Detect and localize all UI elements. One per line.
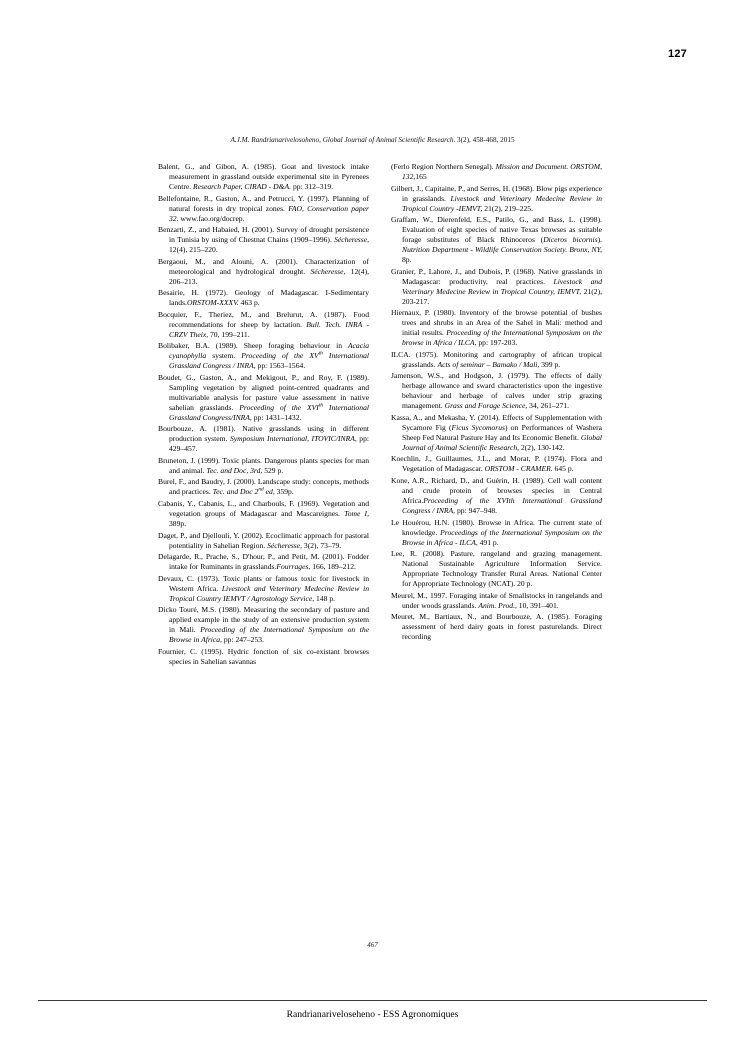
reference-columns xyxy=(158,162,602,668)
reference-entry: Meurel, M., 1997. Foraging intake of Smallstocks in rangelands and under woods grasslands. Anim. Prod., 10, 391–401. xyxy=(391,590,602,610)
reference-entry: Jamenson, W.S., and Hodgson, J. (1979). The effects of daily herbage allowance and sward characteristics upon the ingestive behaviour and herbage of calves under strip grazing management. Grass and Forage Science, 34, 261–271. xyxy=(391,371,602,411)
reference-entry: (Ferlo Region Northern Senegal). Mission and Document. ORSTOM, 132,165 xyxy=(391,162,602,182)
page-number: 127 xyxy=(668,48,687,60)
reference-column-right xyxy=(391,162,602,668)
reference-entry: Benzarti, Z., and Habaied, H. (2001). Survey of drought persistence in Tunisia by using of Chestnat Chains (1909–1996). Sécheresse, 12(4), 215–220. xyxy=(158,225,369,255)
running-head: A.J.M. Randrianarivelosoheno, Global Journal of Animal Scientific Research. 3(2), 458-468, 2015 xyxy=(230,136,515,144)
reference-entry: Cabanis, Y., Cabanis, L., and Charbouls, F. (1969). Vegetation and vegetation groups of Madagascar and Mascareignes. Tome I, 389p. xyxy=(158,499,369,529)
reference-entry: Fournier, C. (1995). Hydric fonction of six co-existant browses species in Sahelian savannas xyxy=(158,646,369,666)
reference-entry: Dicko Touré, M.S. (1980). Measuring the secondary of pasture and applied example in the study of an extensive production system in Mali. Proceeding of the International Symposium on the Browse in Africa, pp: 247–253. xyxy=(158,605,369,645)
reference-entry: Bolibaker, B.A. (1989). Sheep foraging behaviour in Acacia cyanophylla system. Proceeding of the XVth International Grassland Congress / INRA, pp: 1563–1564. xyxy=(158,341,369,371)
reference-entry: ILCA. (1975). Monitoring and cartography of african tropical grasslands. Acts of seminar – Bamako / Mali, 399 p. xyxy=(391,349,602,369)
reference-entry: Bellefontaine, R., Gaston, A., and Petrucci, Y. (1997). Planning of natural forests in dry tropical zones. FAO, Conservation paper 32. www.fao.org/docrep. xyxy=(158,193,369,223)
reference-entry: Graffam, W., Dierenfeld, E.S., Patilo, G., and Bass, L. (1998). Evaluation of eight species of native Texas browses as suitable forage substitutes of Black Rhinoceros (Diceros bicornis). Nutrition Department - Wildlife Conservation Society. Bronx, NY, 8p. xyxy=(391,215,602,265)
footer-divider xyxy=(38,1000,707,1001)
reference-entry: Granier, P., Lahore, J., and Dubois, P. (1968). Native grasslands in Madagascar: productivity, real practices. Livestock and Veterinary Medecine Review in Tropical Country, IEMVT, 21(2), 203-217. xyxy=(391,266,603,306)
reference-entry: Balent, G., and Gibon, A. (1985). Goat and livestock intake measurement in grassland outside experimental site in Pyrenees Centre. Research Paper, CIRAD - D&A. pp: 312–319. xyxy=(158,162,369,192)
reference-entry: Bocquier, F., Theriez, M., and Brelurut, A. (1987). Food recommendations for sheep by lactation. Bull. Tech. INRA - CRZV Theix, 70, 199–211. xyxy=(158,309,369,339)
footer-text: Randrianariveloseheno - ESS Agronomiques xyxy=(286,1009,459,1020)
reference-entry: Devaux, C. (1973). Toxic plants or famous toxic for livestock in Western Africa. Livestock and Veterinary Medecine Review in Tropical Country IEMVT / Agrostology Service, 148 p. xyxy=(158,573,369,603)
reference-entry: Bruneton, J. (1999). Toxic plants. Dangerous plants species for man and animal. Tec. and Doc, 3rd, 529 p. xyxy=(158,455,369,475)
reference-entry: Kassa, A., and Mekasha, Y. (2014). Effects of Supplementation with Sycamore Fig (Ficus Sycomorus) on Performances of Washera Sheep Fed Natural Pasture Hay and Its Economic Benefit. Global Journal of Animal Scientific Research, 2(2), 130-142. xyxy=(391,412,602,452)
reference-entry: Le Houérou, H.N. (1980). Browse in Africa. The current state of knowledge. Proceedings of the International Symposium on the Browse in Africa - ILCA, 491 p. xyxy=(391,517,602,547)
reference-entry: Burel, F., and Baudry, J. (2000). Landscape study: concepts, methods and practices. Tec. and Doc 2nd ed, 359p. xyxy=(158,477,369,497)
reference-entry: Boudet, G., Gaston, A., and Mekigout, P., and Roy, F. (1989). Sampling vegetation by aligned point-centred quadrants and multivariable analysis for pasture value assessment in native sahelian grasslands. Proceeding of the XVIth International Grassland Congress/INRA, pp: 1431–1432. xyxy=(158,372,369,422)
reference-entry: Kone, A.R., Richard, D., and Guérin, H. (1989). Cell wall content and crude protein of browses species in Central Africa.Proceeding of the XVIth International Grassland Congress / INRA, pp: 947–948. xyxy=(391,475,602,516)
reference-entry: Delagarde, R., Prache, S., D'hour, P., and Petit, M. (2001). Fodder intake for Ruminants in grasslands.Fourrages, 166, 189–212. xyxy=(158,552,369,572)
reference-entry: Bourbouze, A. (1981). Native grasslands using in different production system. Symposium International, ITOVIC/INRA, pp: 429–457. xyxy=(158,424,369,454)
reference-entry: Lee, R. (2008). Pasture, rangeland and grazing management. National Sustainable Agriculture Information Service. Appropriate Technology Transfer Rural Areas. National Center for Appropriate Technology (NCAT). 20 p. xyxy=(391,549,602,589)
running-head-citation: . 3(2), 458-468, 2015 xyxy=(453,136,515,144)
reference-entry: Meuret, M., Bartiaux, N., and Bourbouze, A. (1985). Foraging assessment of herd dairy goats in forest pasturelands. Direct recording xyxy=(391,612,602,642)
reference-entry: Daget, P., and Djellouli, Y. (2002). Ecoclimatic approach for pastoral potentiality in Sahelian Region. Sécheresse, 3(2), 73–79. xyxy=(158,530,369,550)
reference-entry: Gilbert, J., Capitaine, P., and Serres, H. (1968). Blow pigs experience in grasslands. Livestock and Veterinary Medecine Review in Tropical Country -IEMVT, 21(2), 219–225. xyxy=(391,183,602,213)
reference-entry: Hiernaux, P. (1980). Inventory of the browse potential of bushes trees and shrubs in an Area of the Sahel in Mali: method and initial results. Proceeding of the International Symposium on the browse in Africa / ILCA, pp: 197-203. xyxy=(391,308,602,348)
reference-entry: Koechlin, J., Guillaumes, J.L., and Morat, P. (1974). Flora and Vegetation of Madagascar. ORSTOM - CRAMER. 645 p. xyxy=(391,454,602,474)
reference-column-left xyxy=(158,162,369,668)
running-head-source: Global Journal of Animal Scientific Research xyxy=(322,136,454,144)
running-head-author: A.J.M. Randrianarivelosoheno xyxy=(230,136,320,144)
folio-number: 467 xyxy=(367,941,378,949)
reference-entry: Besairie, H. (1972). Geology of Madagascar. I-Sedimentary lands.ORSTOM-XXXV. 463 p. xyxy=(158,288,369,308)
reference-entry: Bergaoui, M., and Alouni, A. (2001). Characterization of meteorological and hydrological drought. Sécheresse, 12(4), 206–213. xyxy=(158,256,369,286)
